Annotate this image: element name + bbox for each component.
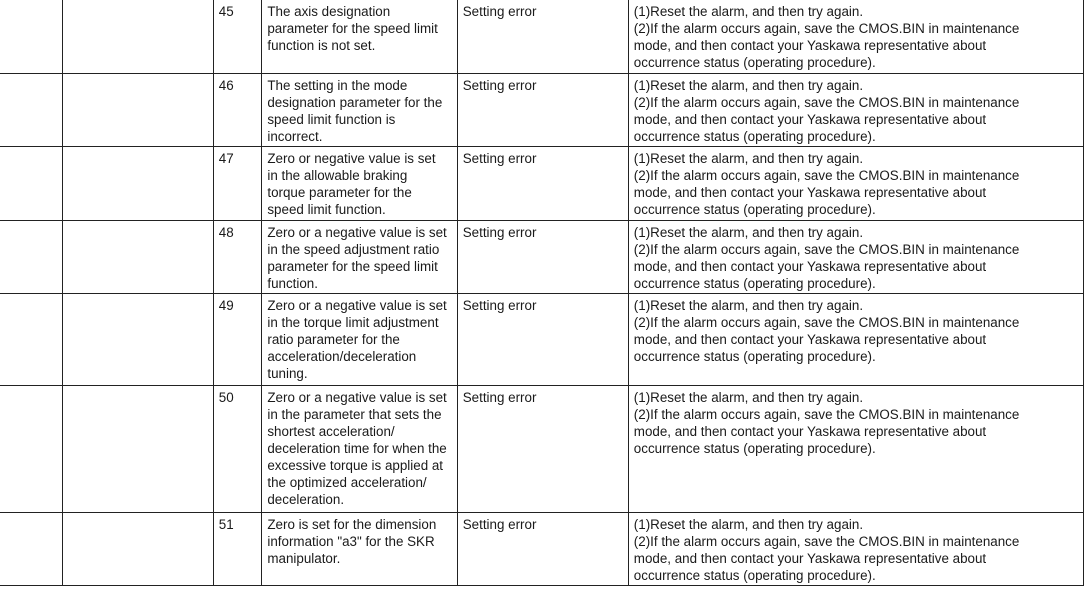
remedy-line: (2)If the alarm occurs again, save the CMOS.BIN in maintenance: [633, 167, 1020, 183]
description-line: in the parameter that sets the: [267, 406, 442, 422]
description-line: speed limit function.: [267, 201, 386, 217]
table-row: [0, 73, 1084, 146]
remedy-line: mode, and then contact your Yaskawa representative about: [633, 331, 987, 347]
remedy-cell: [628, 220, 1083, 293]
table-row: [0, 220, 1084, 293]
description-cell: [262, 73, 457, 146]
description-line: manipulator.: [267, 550, 341, 566]
remedy-line: (2)If the alarm occurs again, save the CMOS.BIN in maintenance: [633, 314, 1020, 330]
description-cell: [262, 293, 457, 385]
remedy-line: (2)If the alarm occurs again, save the CMOS.BIN in maintenance: [633, 21, 1020, 36]
remedy-line: (2)If the alarm occurs again, save the CMOS.BIN in maintenance: [633, 94, 1020, 110]
description-line: in the torque limit adjustment: [267, 314, 439, 330]
remedy-line: mode, and then contact your Yaskawa representative about: [633, 184, 987, 200]
description-line: designation parameter for the: [267, 94, 443, 110]
description-cell: [262, 512, 457, 585]
remedy-line: occurrence status (operating procedure).: [633, 440, 876, 456]
sub-code-cell: 51: [213, 512, 262, 585]
description-line: Zero or a negative value is set: [267, 224, 447, 240]
sub-code-cell: 45: [213, 0, 262, 73]
remedy-line: occurrence status (operating procedure).: [633, 201, 876, 217]
description-line: information "a3" for the SKR: [267, 533, 435, 549]
remedy-line: mode, and then contact your Yaskawa representative about: [633, 38, 987, 53]
description-line: The setting in the mode: [267, 77, 408, 93]
alarm-name-cell: [62, 0, 213, 73]
alarm-number-cell: [0, 146, 62, 220]
alarm-number-cell: [0, 385, 62, 512]
type-cell: Setting error: [457, 0, 628, 73]
description-line: Zero or a negative value is set: [267, 297, 447, 313]
alarm-number-cell: [0, 293, 62, 385]
alarm-name-cell: [62, 293, 213, 385]
description-line: in the allowable braking: [267, 167, 408, 183]
description-line: deceleration.: [267, 491, 345, 507]
sub-code-cell: 49: [213, 293, 262, 385]
remedy-line: occurrence status (operating procedure).: [633, 567, 876, 583]
remedy-line: mode, and then contact your Yaskawa representative about: [633, 423, 987, 439]
table-row: [0, 146, 1084, 220]
description-line: tuning.: [267, 365, 308, 381]
remedy-line: (1)Reset the alarm, and then try again.: [633, 77, 864, 93]
remedy-line: occurrence status (operating procedure).: [633, 128, 876, 144]
type-cell: Setting error: [457, 293, 628, 385]
description-line: Zero or negative value is set: [267, 150, 436, 166]
remedy-line: (1)Reset the alarm, and then try again.: [633, 4, 864, 19]
description-line: shortest acceleration/: [267, 423, 395, 439]
remedy-line: mode, and then contact your Yaskawa representative about: [633, 258, 987, 274]
type-cell: Setting error: [457, 146, 628, 220]
alarm-name-cell: [62, 385, 213, 512]
description-line: parameter for the speed limit: [267, 21, 438, 36]
remedy-line: occurrence status (operating procedure).: [633, 55, 876, 70]
table-row: [0, 512, 1084, 585]
description-line: acceleration/deceleration: [267, 348, 417, 364]
description-line: the optimized acceleration/: [267, 474, 427, 490]
remedy-line: (1)Reset the alarm, and then try again.: [633, 297, 864, 313]
table-row: [0, 385, 1084, 512]
description-cell: [262, 220, 457, 293]
remedy-cell: [628, 385, 1083, 512]
description-line: excessive torque is applied at: [267, 457, 444, 473]
remedy-cell: [628, 512, 1083, 585]
remedy-line: (2)If the alarm occurs again, save the CMOS.BIN in maintenance: [633, 533, 1020, 549]
remedy-cell: [628, 73, 1083, 146]
remedy-line: mode, and then contact your Yaskawa representative about: [633, 111, 987, 127]
description-line: deceleration time for when the: [267, 440, 447, 456]
type-cell: Setting error: [457, 220, 628, 293]
description-line: speed limit function is: [267, 111, 396, 127]
alarm-name-cell: [62, 73, 213, 146]
alarm-number-cell: [0, 512, 62, 585]
description-line: function is not set.: [267, 38, 376, 53]
alarm-number-cell: [0, 0, 62, 73]
remedy-cell: [628, 146, 1083, 220]
type-cell: Setting error: [457, 512, 628, 585]
remedy-line: (2)If the alarm occurs again, save the CMOS.BIN in maintenance: [633, 241, 1020, 257]
description-line: Zero is set for the dimension: [267, 516, 437, 532]
remedy-cell: [628, 0, 1083, 73]
remedy-line: mode, and then contact your Yaskawa representative about: [633, 550, 987, 566]
description-line: function.: [267, 275, 318, 291]
description-line: The axis designation: [267, 4, 391, 19]
alarm-number-cell: [0, 73, 62, 146]
remedy-line: (2)If the alarm occurs again, save the CMOS.BIN in maintenance: [633, 406, 1020, 422]
remedy-line: (1)Reset the alarm, and then try again.: [633, 224, 864, 240]
table-row: [0, 0, 1084, 73]
alarm-name-cell: [62, 512, 213, 585]
alarm-name-cell: [62, 146, 213, 220]
sub-code-cell: 48: [213, 220, 262, 293]
description-line: in the speed adjustment ratio: [267, 241, 440, 257]
description-line: parameter for the speed limit: [267, 258, 438, 274]
description-cell: [262, 385, 457, 512]
sub-code-cell: 47: [213, 146, 262, 220]
table-row: [0, 293, 1084, 385]
sub-code-cell: 50: [213, 385, 262, 512]
alarm-name-cell: [62, 220, 213, 293]
type-cell: Setting error: [457, 385, 628, 512]
description-line: Zero or a negative value is set: [267, 389, 447, 405]
alarm-number-cell: [0, 220, 62, 293]
description-line: torque parameter for the: [267, 184, 412, 200]
remedy-line: (1)Reset the alarm, and then try again.: [633, 516, 864, 532]
description-line: incorrect.: [267, 128, 323, 144]
type-cell: Setting error: [457, 73, 628, 146]
description-line: ratio parameter for the: [267, 331, 400, 347]
remedy-line: (1)Reset the alarm, and then try again.: [633, 150, 864, 166]
description-cell: [262, 0, 457, 73]
remedy-line: occurrence status (operating procedure).: [633, 348, 876, 364]
description-cell: [262, 146, 457, 220]
remedy-cell: [628, 293, 1083, 385]
sub-code-cell: 46: [213, 73, 262, 146]
remedy-line: occurrence status (operating procedure).: [633, 275, 876, 291]
remedy-line: (1)Reset the alarm, and then try again.: [633, 389, 864, 405]
